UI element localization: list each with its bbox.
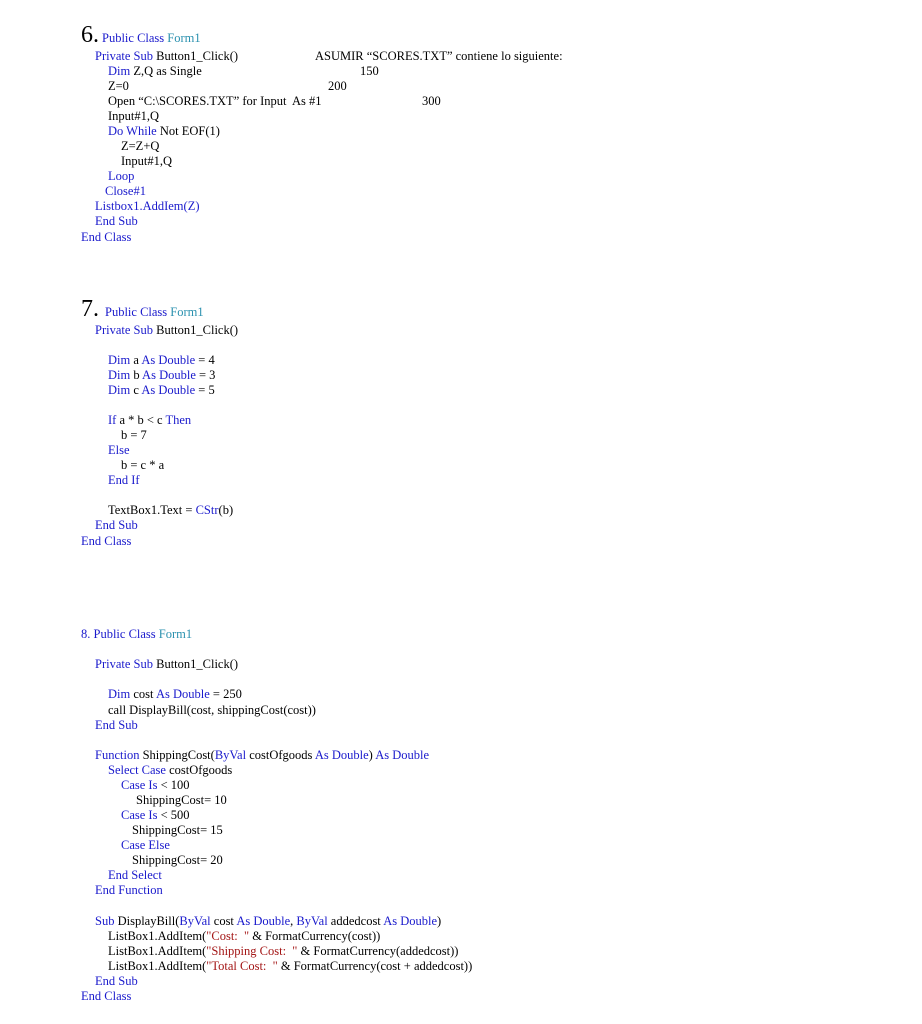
code-line: ShippingCost= 10: [136, 793, 227, 807]
file-value: 150: [360, 64, 379, 78]
code-line: Input#1,Q: [108, 109, 160, 123]
code-line: Public Class Form1: [102, 31, 201, 45]
code-line: ListBox1.AddItem("Total Cost: " & FormatCurrency(cost + addedcost)): [108, 959, 473, 973]
code-line: Private Sub Button1_Click(): [95, 323, 239, 337]
code-line: End Select: [108, 868, 162, 882]
code-line: TextBox1.Text = CStr(b): [108, 503, 234, 517]
code-line: End Sub: [95, 518, 138, 532]
code-line: Z=0: [108, 79, 129, 93]
code-line: Select Case costOfgoods: [108, 763, 233, 777]
code-line: End Function: [95, 883, 163, 897]
code-line: End Sub: [95, 974, 138, 988]
code-line: Loop: [108, 169, 135, 183]
code-line: End Class: [81, 989, 132, 1003]
code-line: Case Is < 100: [121, 778, 190, 792]
question-number: 7.: [81, 296, 99, 322]
code-line: Z=Z+Q: [121, 139, 160, 153]
code-line: ShippingCost= 20: [132, 853, 223, 867]
file-value: 200: [328, 79, 347, 93]
code-line: Close#1: [105, 184, 146, 198]
code-line: Dim Z,Q as Single: [108, 64, 202, 78]
file-note: ASUMIR “SCORES.TXT” contiene lo siguiente:: [315, 49, 563, 63]
code-line: Listbox1.AddIem(Z): [95, 199, 200, 213]
code-line: Else: [108, 443, 130, 457]
code-line: b = c * a: [121, 458, 165, 472]
code-line: End Class: [81, 534, 132, 548]
code-line: 8. Public Class Form1: [81, 627, 193, 641]
code-line: End Sub: [95, 214, 138, 228]
code-line: Private Sub Button1_Click(): [95, 657, 239, 671]
code-line: Case Is < 500: [121, 808, 190, 822]
code-line: Open “C:\SCORES.TXT” for Input As #1: [108, 94, 322, 108]
code-line: call DisplayBill(cost, shippingCost(cost)): [108, 703, 316, 717]
code-line: Case Else: [121, 838, 170, 852]
code-line: Dim a As Double = 4: [108, 353, 215, 367]
code-line: Input#1,Q: [121, 154, 173, 168]
question-number: 6.: [81, 22, 99, 48]
code-line: End Class: [81, 230, 132, 244]
code-line: ListBox1.AddItem("Shipping Cost: " & FormatCurrency(addedcost)): [108, 944, 459, 958]
code-line: Public Class Form1: [105, 305, 204, 319]
code-line: Function ShippingCost(ByVal costOfgoods As Double) As Double: [95, 748, 430, 762]
code-line: Do While Not EOF(1): [108, 124, 220, 138]
code-line: Dim b As Double = 3: [108, 368, 216, 382]
code-line: Dim cost As Double = 250: [108, 687, 242, 701]
code-line: Dim c As Double = 5: [108, 383, 215, 397]
code-line: Sub DisplayBill(ByVal cost As Double, ByVal addedcost As Double): [95, 914, 442, 928]
code-line: Private Sub Button1_Click(): [95, 49, 239, 63]
code-line: If a * b < c Then: [108, 413, 192, 427]
file-value: 300: [422, 94, 441, 108]
code-line: b = 7: [121, 428, 147, 442]
code-line: ListBox1.AddItem("Cost: " & FormatCurrency(cost)): [108, 929, 381, 943]
code-line: ShippingCost= 15: [132, 823, 223, 837]
code-line: End If: [108, 473, 140, 487]
code-line: End Sub: [95, 718, 138, 732]
